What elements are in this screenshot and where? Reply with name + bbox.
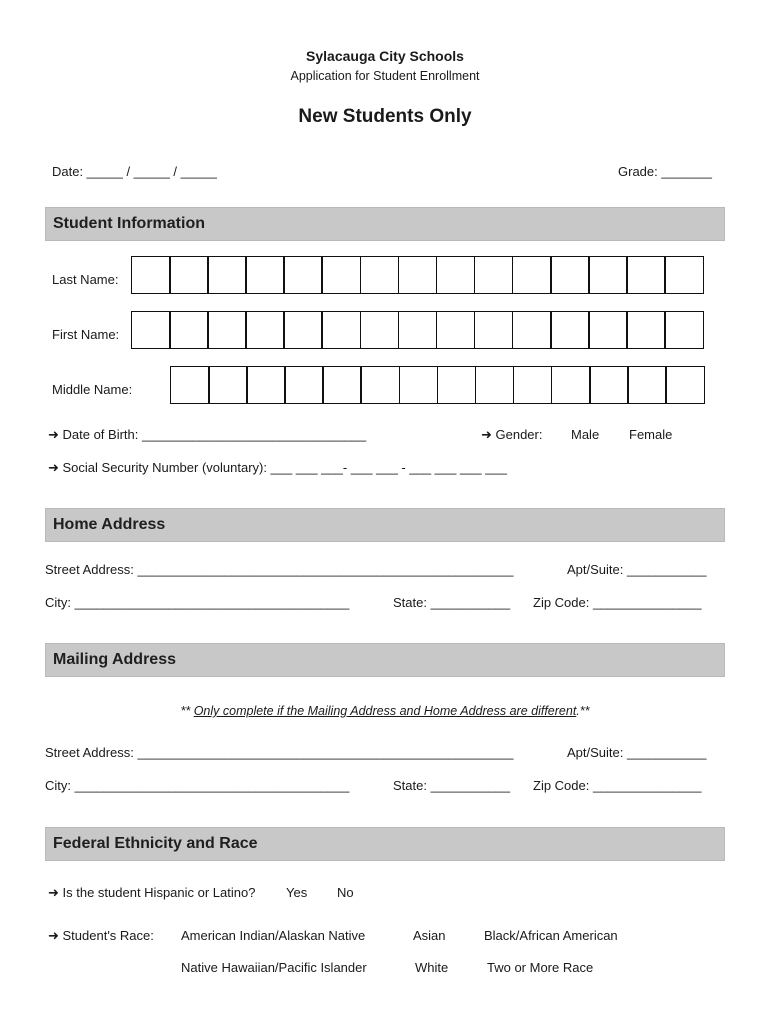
letter-box[interactable] (475, 366, 515, 404)
letter-box[interactable] (283, 256, 323, 294)
letter-box[interactable] (588, 311, 628, 349)
last-name-boxes[interactable] (131, 256, 704, 294)
race-option-black[interactable]: Black/African American (484, 928, 618, 943)
middle-name-boxes[interactable] (170, 366, 705, 404)
letter-box[interactable] (436, 311, 476, 349)
letter-box[interactable] (550, 256, 590, 294)
mailing-city-field[interactable]: City: ______________________________________ (45, 778, 350, 793)
letter-box[interactable] (626, 256, 666, 294)
letter-box[interactable] (131, 256, 171, 294)
section-heading: Mailing Address (53, 651, 176, 668)
mailing-zip-field[interactable]: Zip Code: _______________ (533, 778, 702, 793)
section-home-address (45, 508, 725, 542)
letter-box[interactable] (169, 256, 209, 294)
letter-box[interactable] (246, 366, 286, 404)
section-heading: Student Information (53, 215, 205, 232)
note-underlined-text: Only complete if the Mailing Address and Home Address are different (193, 704, 577, 718)
letter-box[interactable] (131, 311, 171, 349)
gender-label: ➜ Gender: (481, 427, 543, 442)
section-heading: Home Address (53, 516, 166, 533)
race-option-asian[interactable]: Asian (413, 928, 446, 943)
mailing-apt-field[interactable]: Apt/Suite: ___________ (567, 745, 707, 760)
section-student-information (45, 207, 725, 241)
letter-box[interactable] (321, 311, 361, 349)
form-title: New Students Only (298, 106, 472, 127)
race-label: ➜ Student's Race: (48, 928, 154, 943)
letter-box[interactable] (513, 366, 553, 404)
letter-box[interactable] (170, 366, 210, 404)
letter-box[interactable] (589, 366, 629, 404)
race-option-american-indian[interactable]: American Indian/Alaskan Native (181, 928, 366, 943)
ssn-field[interactable]: ➜ Social Security Number (voluntary): ___ ___ ___- ___ ___ - ___ ___ ___ ___ (48, 460, 507, 475)
letter-box[interactable] (512, 311, 552, 349)
letter-box[interactable] (322, 366, 362, 404)
first-name-boxes[interactable] (131, 311, 704, 349)
date-field[interactable]: Date: _____ / _____ / _____ (52, 164, 217, 179)
letter-box[interactable] (664, 311, 704, 349)
home-apt-field[interactable]: Apt/Suite: ___________ (567, 562, 707, 577)
letter-box[interactable] (360, 311, 400, 349)
hispanic-option-no[interactable]: No (337, 885, 354, 900)
letter-box[interactable] (512, 256, 552, 294)
mailing-state-field[interactable]: State: ___________ (393, 778, 511, 793)
hispanic-question: ➜ Is the student Hispanic or Latino? (48, 885, 256, 900)
last-name-label: Last Name: (52, 272, 119, 287)
letter-box[interactable] (551, 366, 591, 404)
letter-box[interactable] (474, 256, 514, 294)
letter-box[interactable] (664, 256, 704, 294)
mailing-street-field[interactable]: Street Address: ____________________________________________________ (45, 745, 514, 760)
first-name-label: First Name: (52, 327, 120, 342)
mailing-address-note (0, 704, 770, 718)
note-suffix: .** (576, 704, 590, 718)
letter-box[interactable] (550, 311, 590, 349)
date-of-birth-field[interactable]: ➜ Date of Birth: _______________________________ (48, 427, 367, 442)
section-ethnicity-race (45, 827, 725, 861)
hispanic-option-yes[interactable]: Yes (286, 885, 308, 900)
organization-name: Sylacauga City Schools (306, 48, 464, 64)
letter-box[interactable] (398, 256, 438, 294)
letter-box[interactable] (398, 311, 438, 349)
letter-box[interactable] (245, 256, 285, 294)
letter-box[interactable] (207, 311, 247, 349)
letter-box[interactable] (436, 256, 476, 294)
letter-box[interactable] (207, 256, 247, 294)
letter-box[interactable] (321, 256, 361, 294)
race-option-native-hawaiian[interactable]: Native Hawaiian/Pacific Islander (181, 960, 367, 975)
form-subtitle: Application for Student Enrollment (290, 69, 480, 83)
letter-box[interactable] (626, 311, 666, 349)
letter-box[interactable] (627, 366, 667, 404)
letter-box[interactable] (283, 311, 323, 349)
letter-box[interactable] (588, 256, 628, 294)
home-street-field[interactable]: Street Address: ____________________________________________________ (45, 562, 514, 577)
letter-box[interactable] (360, 256, 400, 294)
letter-box[interactable] (474, 311, 514, 349)
note-prefix: ** (180, 704, 194, 718)
race-option-white[interactable]: White (415, 960, 449, 975)
gender-option-female[interactable]: Female (629, 427, 673, 442)
letter-box[interactable] (245, 311, 285, 349)
letter-box[interactable] (284, 366, 324, 404)
section-heading: Federal Ethnicity and Race (53, 835, 258, 852)
letter-box[interactable] (437, 366, 477, 404)
letter-box[interactable] (360, 366, 400, 404)
letter-box[interactable] (169, 311, 209, 349)
grade-field[interactable]: Grade: _______ (618, 164, 712, 179)
race-option-two-or-more[interactable]: Two or More Race (487, 960, 594, 975)
home-zip-field[interactable]: Zip Code: _______________ (533, 595, 702, 610)
home-city-field[interactable]: City: ______________________________________ (45, 595, 350, 610)
section-mailing-address (45, 643, 725, 677)
middle-name-label: Middle Name: (52, 382, 133, 397)
letter-box[interactable] (399, 366, 439, 404)
letter-box[interactable] (208, 366, 248, 404)
letter-box[interactable] (665, 366, 705, 404)
home-state-field[interactable]: State: ___________ (393, 595, 511, 610)
gender-option-male[interactable]: Male (571, 427, 600, 442)
